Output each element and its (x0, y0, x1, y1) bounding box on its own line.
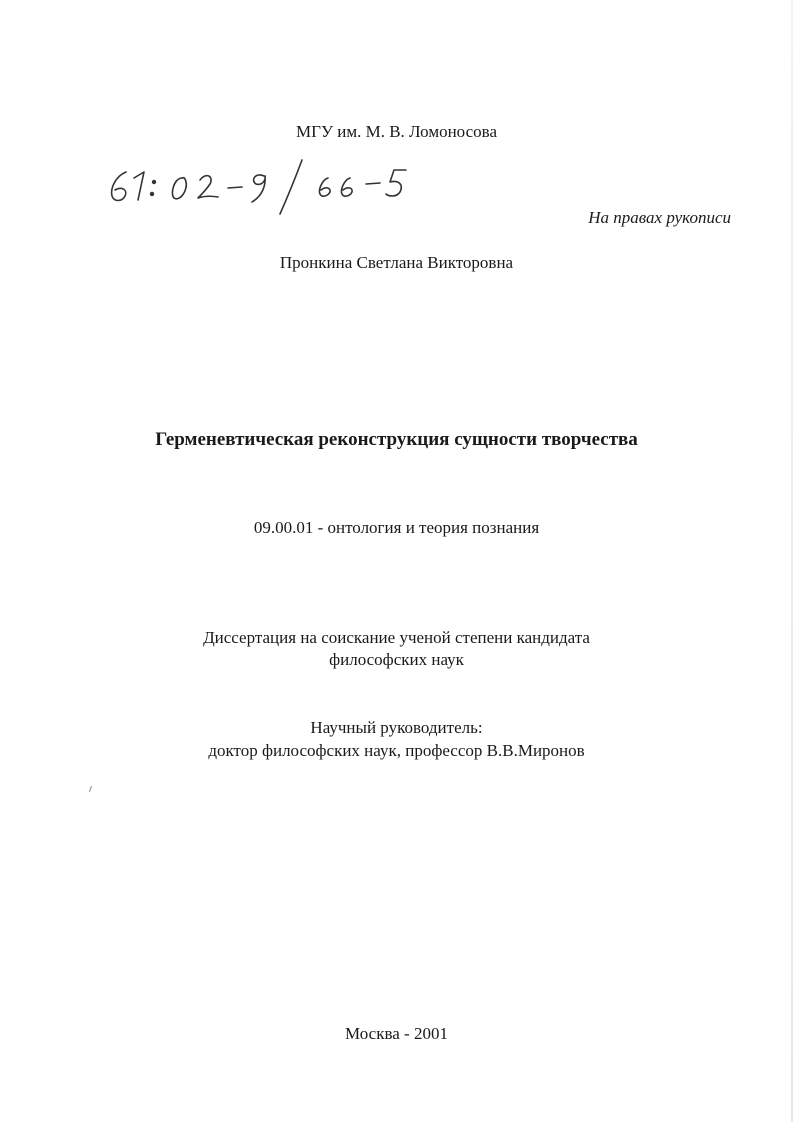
degree-line-1: Диссертация на соискание ученой степени кандидата (203, 628, 590, 647)
handwritten-archive-code (100, 150, 460, 230)
author-name: Пронкина Светлана Викторовна (279, 253, 514, 272)
institution-name: МГУ им. М. В. Ломоносова (296, 122, 497, 141)
dissertation-title: Герменевтическая реконструкция сущности творчества (155, 429, 638, 450)
scan-speck (89, 786, 92, 792)
supervisor-label: Научный руководитель: (310, 718, 483, 737)
degree-line-2: философских наук (329, 650, 464, 669)
specialty-code: 09.00.01 - онтология и теория познания (253, 518, 540, 537)
city-year: Москва - 2001 (345, 1024, 448, 1043)
supervisor-name: доктор философских наук, профессор В.В.Миронов (208, 741, 585, 760)
manuscript-note: На правах рукописи (588, 208, 731, 227)
